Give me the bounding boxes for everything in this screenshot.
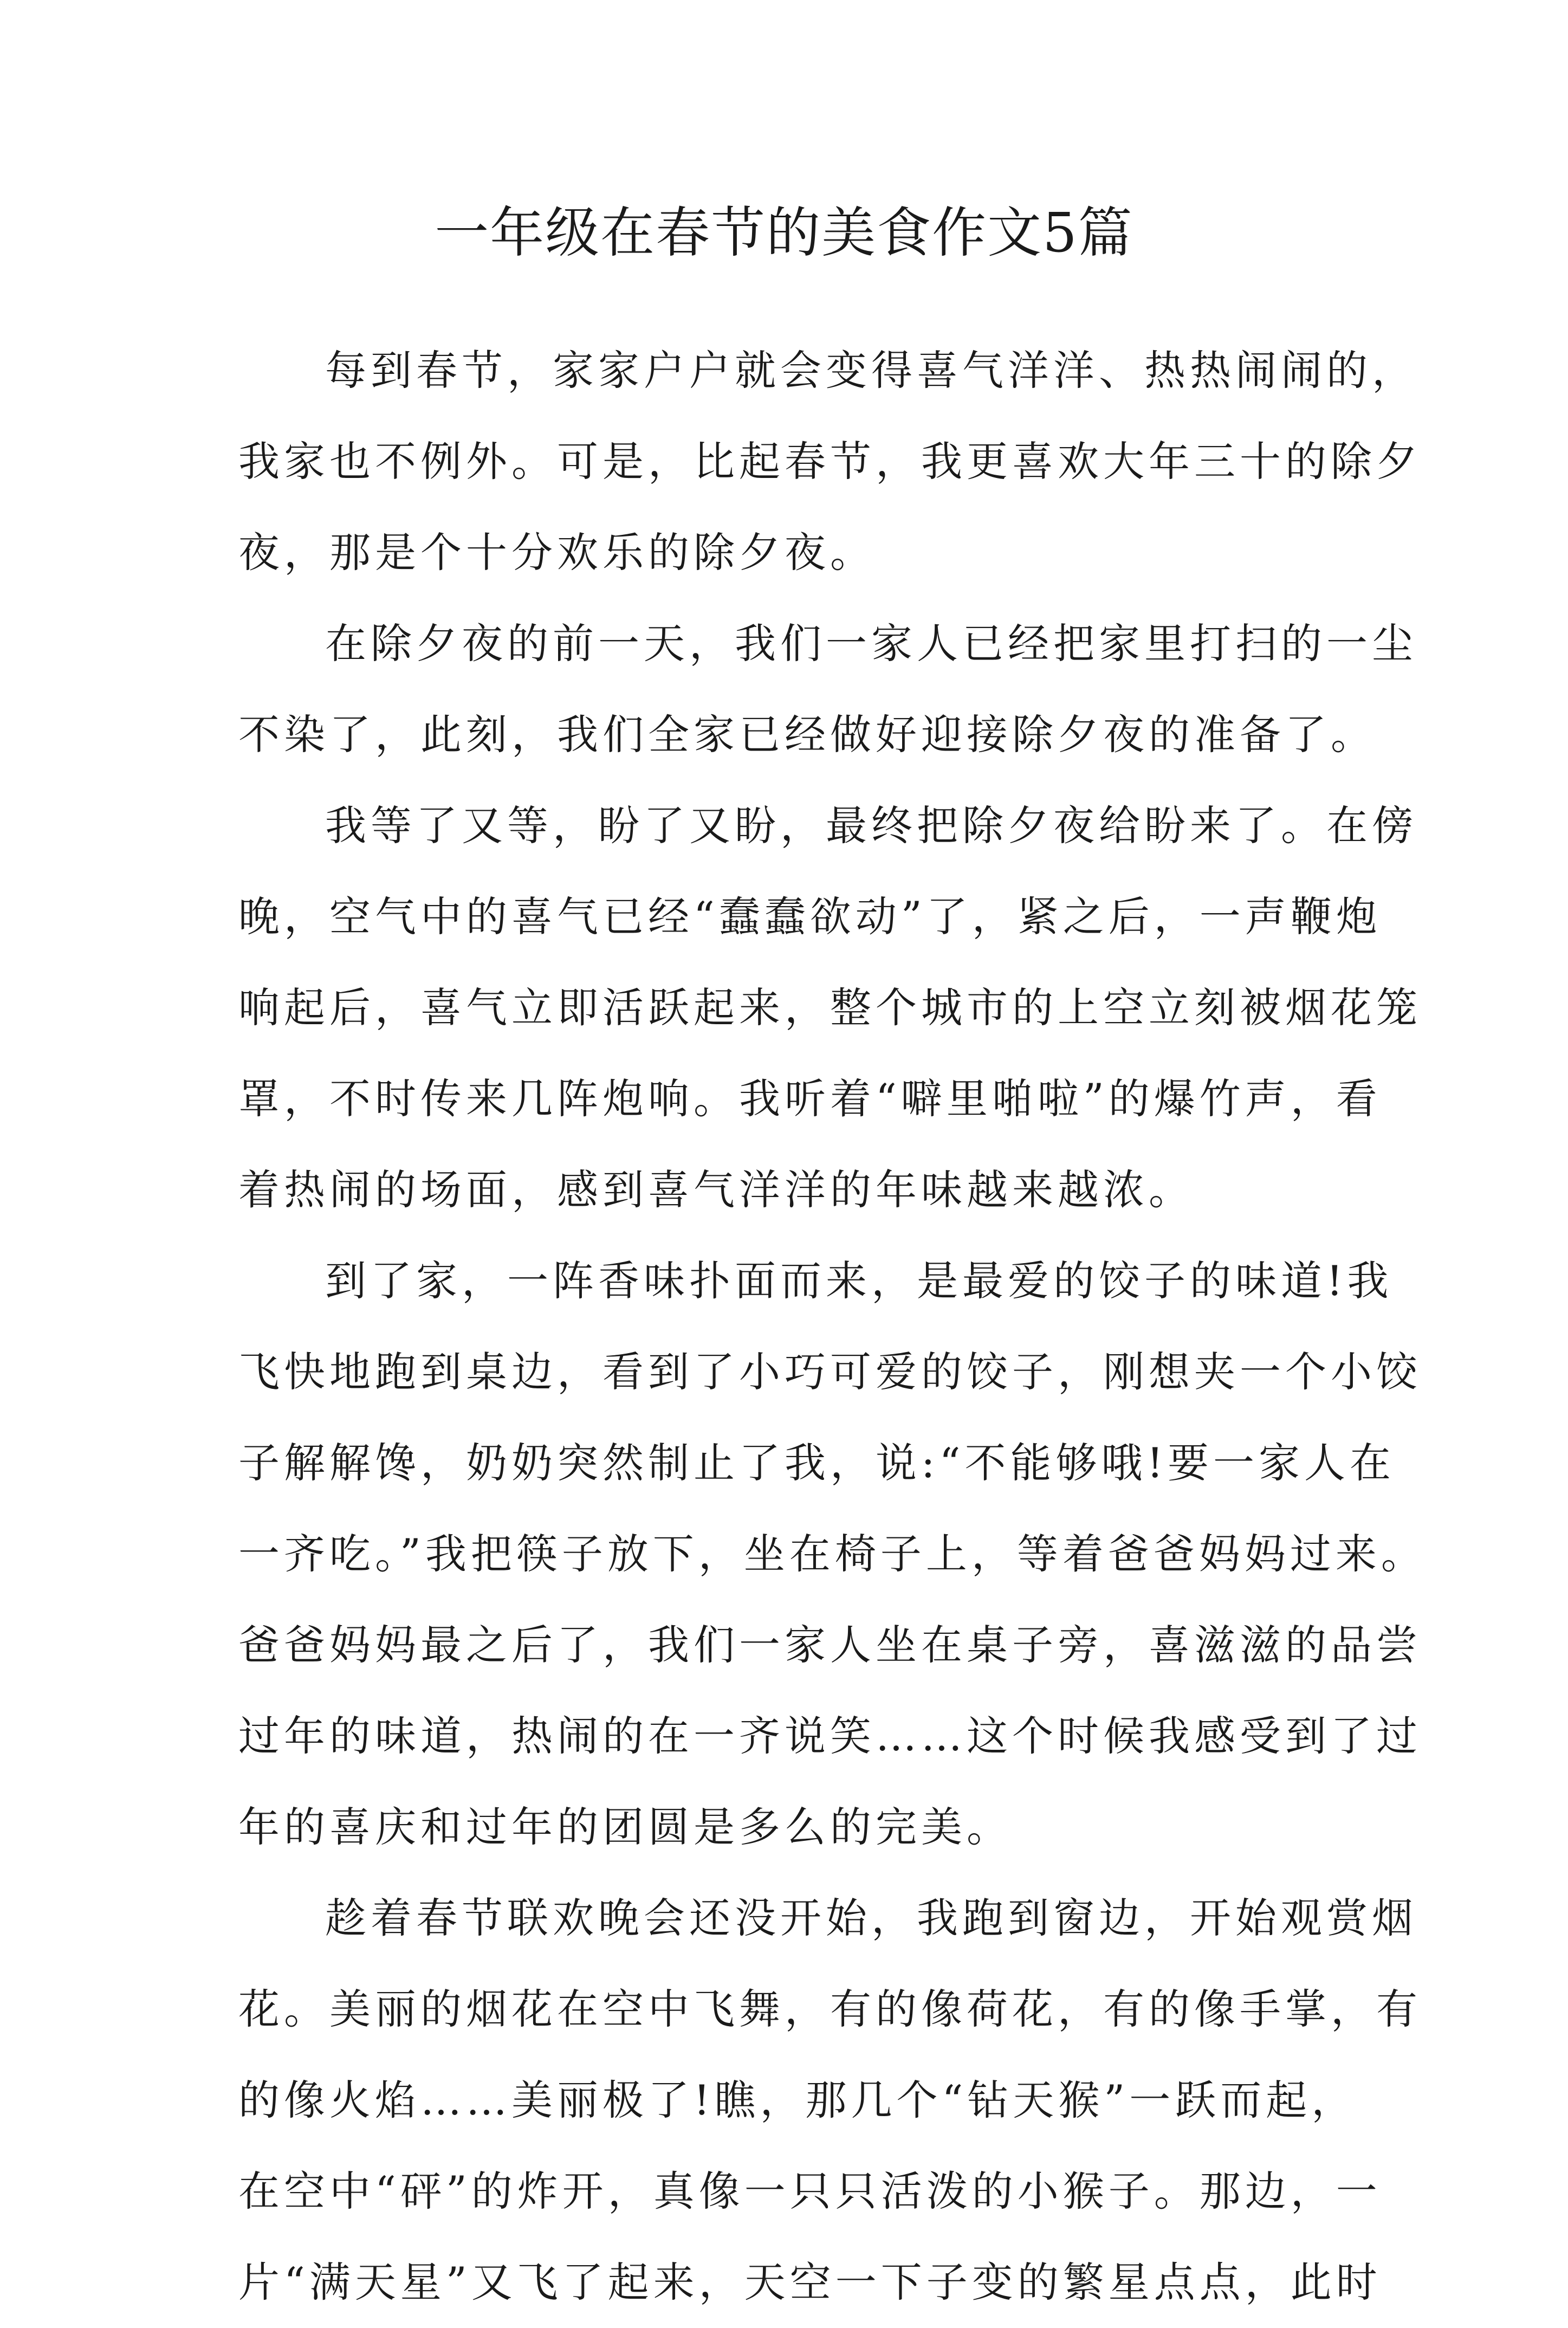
paragraph [238,1873,1422,2328]
text-line: 每到春节，家家户户就会变得喜气洋洋、热热闹闹的， [325,346,1417,395]
text-line: 一齐吃。”我把筷子放下，坐在椅子上，等着爸爸妈妈过来。 [238,1530,1427,1578]
paragraph [238,1236,1427,1873]
text-line: 在空中“砰”的炸开，真像一只只活泼的小猴子。那边，一 [238,2167,1382,2215]
text-line: 的像火焰……美丽极了!瞧，那几个“钻天猴”一跃而起， [238,2076,1357,2124]
text-line: 到了家，一阵香味扑面而来，是最爱的饺子的味道!我 [325,1257,1393,1305]
text-line: 花。美丽的烟花在空中飞舞，有的像荷花，有的像手掌，有 [238,1985,1422,2033]
text-line: 片“满天星”又飞了起来，天空一下子变的繁星点点，此时 [238,2258,1382,2306]
text-line: 我等了又等，盼了又盼，最终把除夕夜给盼来了。在傍 [325,801,1417,850]
text-line: 夜，那是个十分欢乐的除夕夜。 [238,528,876,577]
text-line: 我家也不例外。可是，比起春节，我更喜欢大年三十的除夕 [238,437,1422,486]
text-line: 趁着春节联欢晚会还没开始，我跑到窗边，开始观赏烟 [325,1894,1417,1942]
text-line: 响起后，喜气立即活跃起来，整个城市的上空立刻被烟花笼 [238,984,1422,1032]
text-line: 爸爸妈妈最之后了，我们一家人坐在桌子旁，喜滋滋的品尝 [238,1621,1422,1669]
text-line: 罩，不时传来几阵炮响。我听着“噼里啪啦”的爆竹声，看 [238,1075,1382,1123]
paragraph [238,598,1417,780]
text-line: 年的喜庆和过年的团圆是多么的完美。 [238,1803,1012,1851]
text-line: 不染了，此刻，我们全家已经做好迎接除夕夜的准备了。 [238,710,1376,759]
document-title: 一年级在春节的美食作文5篇 [435,201,1133,264]
paragraph [238,325,1422,598]
document-body [238,325,1427,2328]
text-line: 飞快地跑到桌边，看到了小巧可爱的饺子，刚想夹一个小饺 [238,1348,1422,1396]
paragraph [238,780,1422,1236]
text-line: 在除夕夜的前一天，我们一家人已经把家里打扫的一尘 [325,619,1417,668]
text-line: 着热闹的场面，感到喜气洋洋的年味越来越浓。 [238,1166,1194,1214]
text-line: 过年的味道，热闹的在一齐说笑……这个时候我感受到了过 [238,1712,1422,1760]
text-line: 子解解馋，奶奶突然制止了我，说:“不能够哦!要一家人在 [238,1439,1395,1487]
text-line: 晚，空气中的喜气已经“蠢蠢欲动”了，紧之后，一声鞭炮 [238,893,1382,941]
